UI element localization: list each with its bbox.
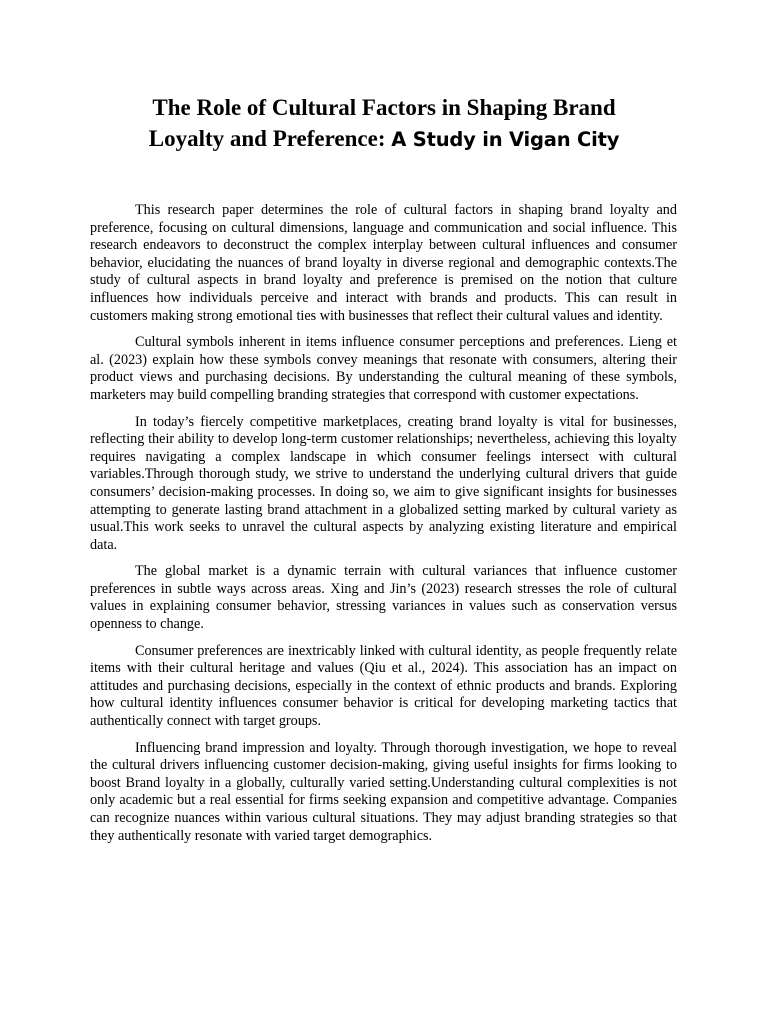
paragraph-cultural-identity: Consumer preferences are inextricably linked with cultural identity, as people frequently relate items with their cultural heritage and values (Qiu et al., 2024). This association has an impact on attitudes and purchasing decisions, especially in the context of ethnic products and brands. Exploring how cultural identity influences consumer behavior is critical for developing marketing tactics that authentically connect with target groups. [90, 642, 677, 730]
paragraph-abstract: This research paper determines the role of cultural factors in shaping brand loyalty and preference, focusing on cultural dimensions, language and communication and social influence. This research endeavors to deconstruct the complex interplay between cultural influences and consumer behavior, elucidating the nuances of brand loyalty in diverse regional and demographic contexts.The study of cultural aspects in brand loyalty and preference is premised on the notion that culture influences how individuals perceive and interact with brands and products. This can result in customers making strong emotional ties with businesses that reflect their cultural values and identity. [90, 202, 677, 324]
title-line-2-subtitle: A Study in Vigan City [391, 128, 620, 151]
title-line-2-serif: Loyalty and Preference: [148, 126, 392, 151]
paragraph-cultural-symbols: Cultural symbols inherent in items influence consumer perceptions and preferences. Lieng et al. (2023) explain how these symbols convey meanings that resonate with consumers, altering their product views and purchasing decisions. By understanding the cultural meaning of these symbols, marketers may build compelling branding strategies that correspond with customer expectations. [90, 334, 677, 403]
document-body [90, 202, 677, 854]
paragraph-competitive-marketplaces: In today’s fiercely competitive marketplaces, creating brand loyalty is vital for businesses, reflecting their ability to develop long-term customer relationships; nevertheless, achieving this loyalty requires navigating a complex landscape in which consumer feelings intersect with cultural variables.Through thorough study, we strive to understand the underlying cultural drivers that guide consumers’ decision-making processes. In doing so, we aim to give significant insights for businesses attempting to generate lasting brand attachment in a globalized setting marked by cultural variety as usual.This work seeks to unravel the cultural aspects by analyzing existing literature and empirical data. [90, 413, 677, 553]
paragraph-brand-impression: Influencing brand impression and loyalty. Through thorough investigation, we hope to reveal the cultural drivers influencing customer decision-making, giving useful insights for firms looking to boost Brand loyalty in a globally, culturally varied setting.Understanding cultural complexities is not only academic but a real essential for firms seeking expansion and competitive advantage. Companies can recognize nuances within various cultural situations. They may adjust branding strategies so that they authentically resonate with varied target demographics. [90, 739, 677, 844]
document-title [80, 92, 688, 155]
paragraph-global-market: The global market is a dynamic terrain with cultural variances that influence customer preferences in subtle ways across areas. Xing and Jin’s (2023) research stresses the role of cultural values in explaining consumer behavior, stressing variances in values such as conservation versus openness to change. [90, 563, 677, 633]
title-line-1: The Role of Cultural Factors in Shaping Brand [152, 95, 616, 120]
